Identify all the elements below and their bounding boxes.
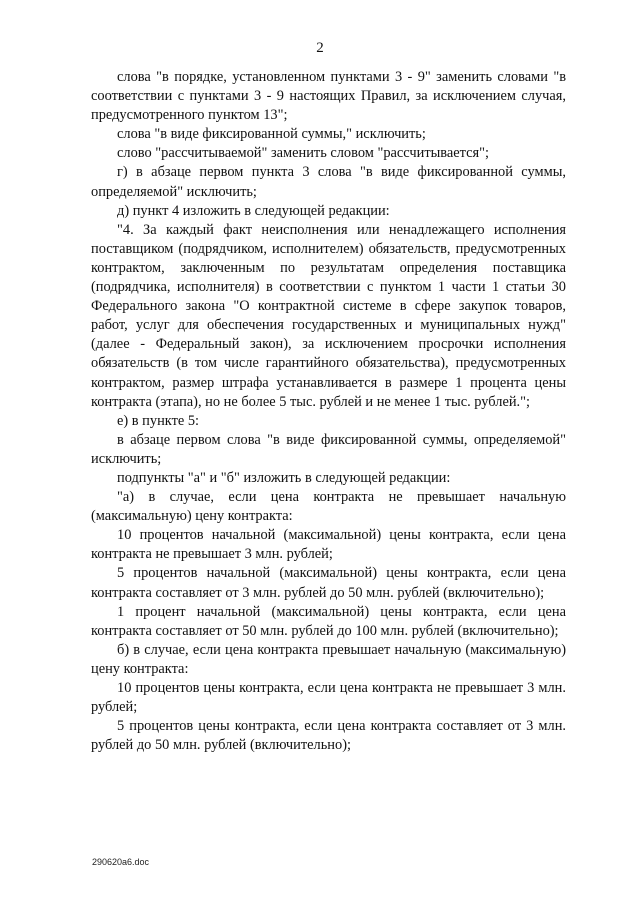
paragraph: 1 процент начальной (максимальной) цены контракта, если цена контракта составляет от 50 млн. рублей до 100 млн. рублей (включительно); xyxy=(91,603,566,639)
paragraph: "4. За каждый факт неисполнения или ненадлежащего исполнения поставщиком (подрядчиком, исполнителем) обязательств, предусмотренных контрактом, заключенным по результатам определения поставщика (подрядчика, исполнителя) в соответствии с пунктом 1 части 1 статьи 30 Федерального закона "О контрактной системе в сфере закупок товаров, работ, услуг для обеспечения государственных и муниципальных нужд" (далее - Федеральный закон), за исключением просрочки исполнения обязательств (в том числе гарантийного обязательства), предусмотренных контрактом, размер штрафа устанавливается в размере 1 процента цены контракта (этапа), но не более 5 тыс. рублей и не менее 1 тыс. рублей."; xyxy=(91,221,566,410)
document-body xyxy=(91,68,566,755)
paragraph: 5 процентов начальной (максимальной) цены контракта, если цена контракта составляет от 3 млн. рублей до 50 млн. рублей (включительно); xyxy=(91,565,566,601)
paragraph: в абзаце первом слова "в виде фиксированной суммы, определяемой" исключить; xyxy=(91,431,566,467)
paragraph: б) в случае, если цена контракта превышает начальную (максимальную) цену контракта: xyxy=(91,641,566,677)
paragraph: е) в пункте 5: xyxy=(117,412,200,429)
paragraph: 10 процентов цены контракта, если цена контракта не превышает 3 млн. рублей; xyxy=(91,680,566,716)
paragraph: слово "рассчитываемой" заменить словом "рассчитывается"; xyxy=(117,145,490,162)
paragraph: 10 процентов начальной (максимальной) цены контракта, если цена контракта не превышает 3 млн. рублей; xyxy=(91,527,566,563)
paragraph: слова "в порядке, установленном пунктами 3 - 9" заменить словами "в соответствии с пунктами 3 - 9 настоящих Правил, за исключением случая, предусмотренного пунктом 13"; xyxy=(91,69,566,124)
paragraph: подпункты "а" и "б" изложить в следующей редакции: xyxy=(117,469,451,486)
page-number: 2 xyxy=(316,40,324,56)
paragraph: "а) в случае, если цена контракта не превышает начальную (максимальную) цену контракта: xyxy=(91,489,566,525)
paragraph: д) пункт 4 изложить в следующей редакции: xyxy=(117,202,390,219)
paragraph: 5 процентов цены контракта, если цена контракта составляет от 3 млн. рублей до 50 млн. рублей (включительно); xyxy=(91,718,566,754)
paragraph: слова "в виде фиксированной суммы," исключить; xyxy=(117,126,426,143)
paragraph: г) в абзаце первом пункта 3 слова "в виде фиксированной суммы, определяемой" исключить; xyxy=(91,164,566,200)
footer-filename: 290620a6.doc xyxy=(92,857,150,867)
